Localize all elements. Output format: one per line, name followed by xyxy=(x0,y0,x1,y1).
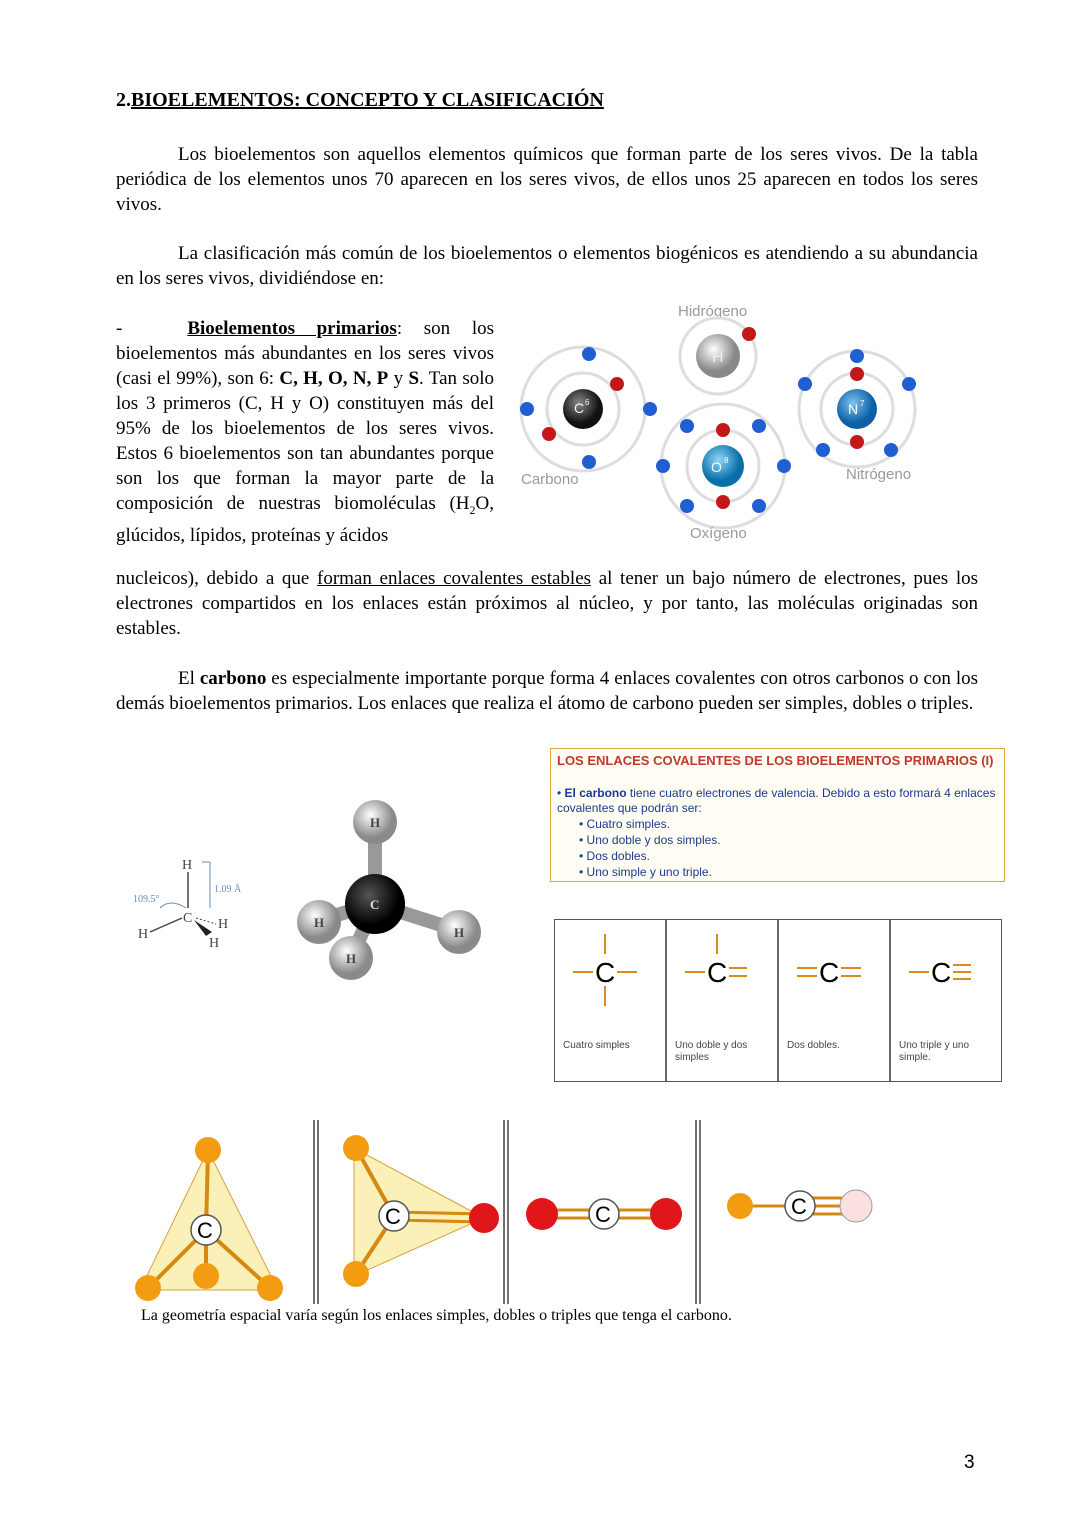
box-list xyxy=(557,816,998,880)
carbon-geometry-diagrams xyxy=(130,1118,890,1308)
page-number: 3 xyxy=(964,1452,975,1473)
bond-diagram-four-single xyxy=(555,920,663,1030)
bond-types-table xyxy=(554,919,1002,1082)
svg-text:C: C xyxy=(791,1194,807,1219)
bond-cell-two-double xyxy=(779,920,891,1081)
paragraph-definition-text: Los bioelementos son aquellos elementos químicos que forman parte de los seres vivos. De la tabla periódica de los elementos unos 70 aparecen en los seres vivos, de ellos unos 25 aparecen en todos los seres vivos. xyxy=(116,144,978,215)
geometry-tetrahedral xyxy=(135,1137,283,1301)
svg-text:O: O xyxy=(711,459,722,475)
paragraph-classification-text: La clasificación más común de los bioelementos o elementos biogénicos es atendiendo a su abundancia en los seres vivos, dividiéndose en: xyxy=(116,243,978,289)
svg-text:1.09 Å: 1.09 Å xyxy=(214,884,242,895)
bond-cell-four-single xyxy=(555,920,667,1081)
svg-text:N: N xyxy=(848,401,859,417)
paragraph-carbono: El carbono es especialmente importante porque forma 4 enlaces covalentes con otros carbonos o con los demás bioelementos primarios. Los enlaces que realiza el átomo de carbono pueden ser simples, dobles o triples. xyxy=(116,668,978,714)
list-item: • Uno doble y dos simples. xyxy=(579,832,998,848)
paragraph-classification xyxy=(116,241,978,291)
svg-text:7: 7 xyxy=(860,399,865,408)
list-item: • Dos dobles. xyxy=(579,848,998,864)
svg-text:H: H xyxy=(138,927,149,942)
svg-text:C: C xyxy=(183,911,193,926)
methane-structure-diagram xyxy=(130,852,260,952)
svg-text:C: C xyxy=(385,1204,401,1229)
enlaces-covalentes-box xyxy=(550,748,1005,882)
box-title: LOS ENLACES COVALENTES DE LOS BIOELEMENTOS PRIMARIOS (I) xyxy=(557,753,994,768)
figure-caption: La geometría espacial varía según los enlaces simples, dobles o triples que tenga el carbono. xyxy=(141,1307,732,1324)
section-title: BIOELEMENTOS: CONCEPTO Y CLASIFICACIÓN xyxy=(131,89,604,111)
geometry-linear-double xyxy=(526,1198,682,1230)
svg-text:H: H xyxy=(182,858,193,873)
section-number: 2. xyxy=(116,89,131,111)
bond-cell-double-two-single xyxy=(667,920,779,1081)
bond-diagram-triple-single xyxy=(891,920,1011,1030)
svg-text:H: H xyxy=(218,917,229,932)
svg-text:C: C xyxy=(574,400,585,416)
svg-text:6: 6 xyxy=(585,398,590,407)
svg-text:109.5°: 109.5° xyxy=(133,894,160,905)
svg-text:H: H xyxy=(209,936,220,951)
svg-text:H: H xyxy=(454,925,465,940)
bond-caption: Cuatro simples xyxy=(563,1040,630,1051)
atoms-diagram xyxy=(505,296,945,546)
svg-text:C: C xyxy=(370,897,380,912)
svg-text:C: C xyxy=(931,957,952,988)
svg-text:H: H xyxy=(346,951,357,966)
svg-text:C: C xyxy=(819,957,840,988)
bond-caption: Uno triple y uno simple. xyxy=(899,1040,970,1063)
paragraph-primarios: - Bioelementos primarios: son los bioelementos más abundantes en los seres vivos (casi el 99%), son 6: C, H, O, N, P y S. Tan solo los 3 primeros (C, H y O) constituyen más del 95% de los bioelementos de los seres vivos. Estos 6 bioelementos son tan abundantes porque son los que forman la mayor parte de la composición de nuestras biomoléculas ($H_2O$, glúcidos, lípidos, proteínas y ácidos xyxy=(116,318,495,546)
bond-cell-triple-single xyxy=(891,920,1001,1081)
label-carbono: Carbono xyxy=(521,471,579,488)
svg-text:H: H xyxy=(712,349,724,366)
svg-text:H: H xyxy=(314,915,325,930)
label-oxigeno: Oxígeno xyxy=(690,525,747,542)
paragraph-primarios-continued: nucleicos), debido a que forman enlaces covalentes estables al tener un bajo número de electrones, pues los electrones compartidos en los enlaces están próximos al núcleo, y por tanto, las moléculas originadas son estables. xyxy=(116,568,978,639)
paragraph-definition xyxy=(116,142,978,217)
svg-text:C: C xyxy=(197,1218,213,1243)
label-hidrogeno: Hidrógeno xyxy=(678,303,748,320)
element-list: C, H, O, N, P xyxy=(279,368,389,389)
atom-nitrogeno xyxy=(798,349,916,467)
box-intro: • El carbono tiene cuatro electrones de valencia. Debido a esto formará 4 enlaces covalentes que podrán ser: xyxy=(557,786,996,815)
geometry-linear-triple xyxy=(727,1190,872,1222)
geometry-trigonal xyxy=(343,1135,499,1287)
atom-carbono xyxy=(520,347,657,471)
bond-diagram-double-two-single xyxy=(667,920,775,1030)
underlined-phrase: forman enlaces covalentes estables xyxy=(317,568,592,589)
bond-caption: Uno doble y dos simples xyxy=(675,1040,748,1063)
atom-oxigeno xyxy=(656,404,791,528)
bond-diagram-two-double xyxy=(779,920,887,1030)
svg-text:C: C xyxy=(595,957,616,988)
svg-text:C: C xyxy=(707,957,728,988)
list-item: • Cuatro simples. xyxy=(579,816,998,832)
methane-ball-stick-model xyxy=(295,800,490,985)
term-carbono: carbono xyxy=(199,668,267,689)
term-primarios: Bioelementos primarios xyxy=(187,318,397,339)
section-heading xyxy=(116,89,604,112)
svg-text:8: 8 xyxy=(724,456,729,465)
svg-text:C: C xyxy=(595,1202,611,1227)
electron xyxy=(742,327,756,341)
list-item: • Uno simple y uno triple. xyxy=(579,864,998,880)
bond-caption: Dos dobles. xyxy=(787,1040,840,1051)
svg-text:H: H xyxy=(370,815,381,830)
label-nitrogeno: Nitrógeno xyxy=(846,466,912,483)
atom-hidrogeno xyxy=(680,318,756,394)
